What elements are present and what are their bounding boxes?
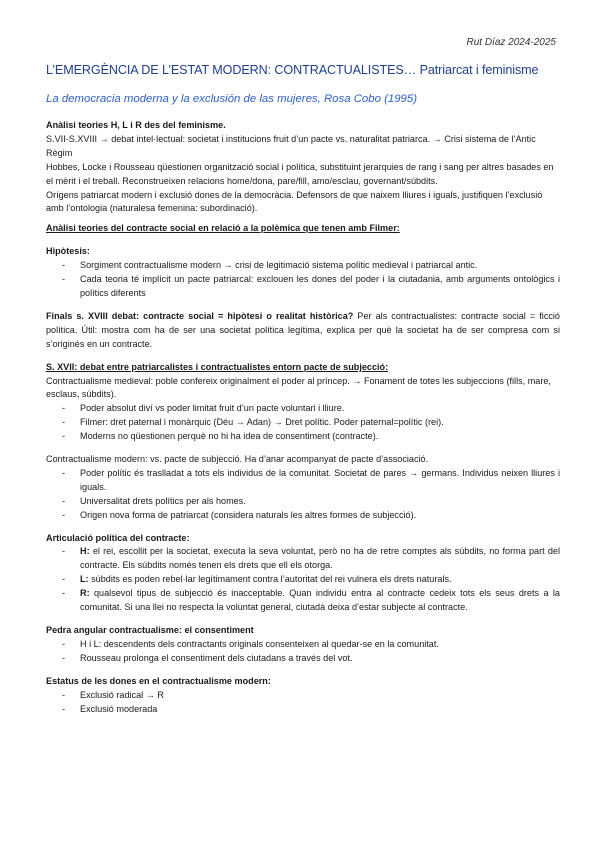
section-heading: Estatus de les dones en el contractualisme modern:: [46, 675, 271, 686]
paragraph: [46, 310, 560, 352]
document-subtitle: La democracia moderna y la exclusión de las mujeres, Rosa Cobo (1995): [46, 93, 418, 105]
list-item: - Universalitat drets polítics per als homes.: [46, 495, 560, 509]
section-heading: Pedra angular contractualisme: el consentiment: [46, 625, 254, 635]
list-item-key: L:: [80, 574, 89, 585]
list-item-text: el rei, escollit per la societat, executa la seva voluntat, però no ha de retre comptes als súbdits, no forma part del contracte. Els súbdits només tenen els drets que ell els otorga.: [80, 546, 560, 571]
list-item: - Moderns no qüestionen perquè no hi ha idea de consentiment (contracte).: [46, 430, 560, 444]
paragraph: S.VII-S.XVIII → debat intel·lectual: societat i institucions fruit d’un pacte vs. naturalitat patriarca. → Crisi sistema de l’Antic Règim: [46, 133, 536, 158]
list-item: [46, 573, 560, 587]
list-item: - Poder absolut diví vs poder limitat fruit d’un pacte voluntari i lliure.: [46, 402, 560, 416]
section-heading: S. XVII: debat entre patriarcalistes i contractualistes entorn pacte de subjecció:: [46, 361, 389, 372]
bullet-list: [46, 638, 560, 666]
list-item-text: qualsevol tipus de subjecció és inacceptable. Quan individu entra al contracte cedeix tots els seus drets a la comunitat. Si una llei no respecta la voluntat general, ciutadà deixa d’estar subjecte al contracte.: [80, 588, 560, 613]
paragraph: Orígens patriarcat modern i exclusió dones de la democràcia. Defensors de que naixem lliures i iguals, justifiquen l’exclusió amb l’ontologia (naturalesa femenina: subordinació).: [46, 189, 543, 214]
author-label: Rut Díaz 2024-2025: [466, 37, 556, 48]
list-item: - Sorgiment contractualisme modern → crisi de legitimació sistema polític medieval i patriarcal antic.: [46, 259, 560, 273]
list-item: [46, 587, 560, 615]
bullet-list: [46, 259, 560, 301]
section-heading: Articulació política del contracte:: [46, 532, 190, 543]
section-heading: Anàlisi teories del contracte social en relació a la polèmica que tenen amb Filmer:: [46, 223, 400, 234]
list-item: - Origen nova forma de patriarcat (considera naturals les altres formes de subjecció).: [46, 509, 560, 523]
bullet-list: [46, 467, 560, 523]
list-item: - Poder polític és traslladat a tots els individus de la comunitat. Societat de pares → germans. Individus neixen lliures i iguals.: [46, 467, 560, 495]
section-heading: Finals s. XVIII debat: contracte social = hipòtesi o realitat històrica?: [46, 310, 354, 321]
section-heading: Anàlisi teories H, L i R des del feminisme.: [46, 120, 226, 130]
bullet-list: [46, 545, 560, 615]
list-item: - Exclusió moderada: [46, 703, 560, 717]
list-item: - Cada teoria té implícit un pacte patriarcal: exclouen les dones del poder i la ciutadania, amb arguments ontològics i polítics diferents: [46, 273, 560, 301]
bullet-list: [46, 402, 560, 444]
list-item: - Exclusió radical → R: [46, 689, 560, 703]
list-item: - H i L: descendents dels contractants originals consenteixen al quedar-se en la comunitat.: [46, 638, 560, 652]
list-item-key: R:: [80, 588, 90, 599]
paragraph: Hobbes, Locke i Rousseau qüestionen organització social i política, substituint jerarquies de rang i sang per altres basades en el mèrit i el treball. Reconstrueixen relacions home/dona, pare/fill, amo/esclau, governant/súbdits.: [46, 161, 554, 186]
document-title: L’EMERGÈNCIA DE L’ESTAT MODERN: CONTRACTUALISTES… Patriarcat i feminisme: [46, 63, 539, 77]
list-item: - Rousseau prolonga el consentiment dels ciutadans a través del vot.: [46, 652, 560, 666]
list-item: - Filmer: dret paternal i monàrquic (Déu → Adan) → Dret polític. Poder paternal=polític (rei).: [46, 416, 560, 430]
paragraph: Contractualisme medieval: poble confereix originalment el poder al príncep. → Fonament de totes les subjeccions (fills, mare, esclaus, súbdits).: [46, 375, 551, 400]
bullet-list: [46, 689, 560, 717]
document-body: [46, 119, 560, 716]
paragraph: Contractualisme modern: vs. pacte de subjecció. Ha d’anar acompanyat de pacte d’associació.: [46, 454, 429, 465]
list-item-text: súbdits es poden rebel·lar legítimament contra l’autoritat del rei vulnera els drets naturals.: [88, 574, 452, 585]
list-item-key: H:: [80, 546, 90, 557]
list-item: [46, 545, 560, 573]
paragraph-text: Per als contractualistes: contracte social = ficció política. Útil: mostra com ha de ser una societat política legítima, explica per què la societat ha de ser compresa com si s’originés en un contracte.: [46, 310, 560, 349]
section-heading: Hipòtesis:: [46, 246, 90, 257]
